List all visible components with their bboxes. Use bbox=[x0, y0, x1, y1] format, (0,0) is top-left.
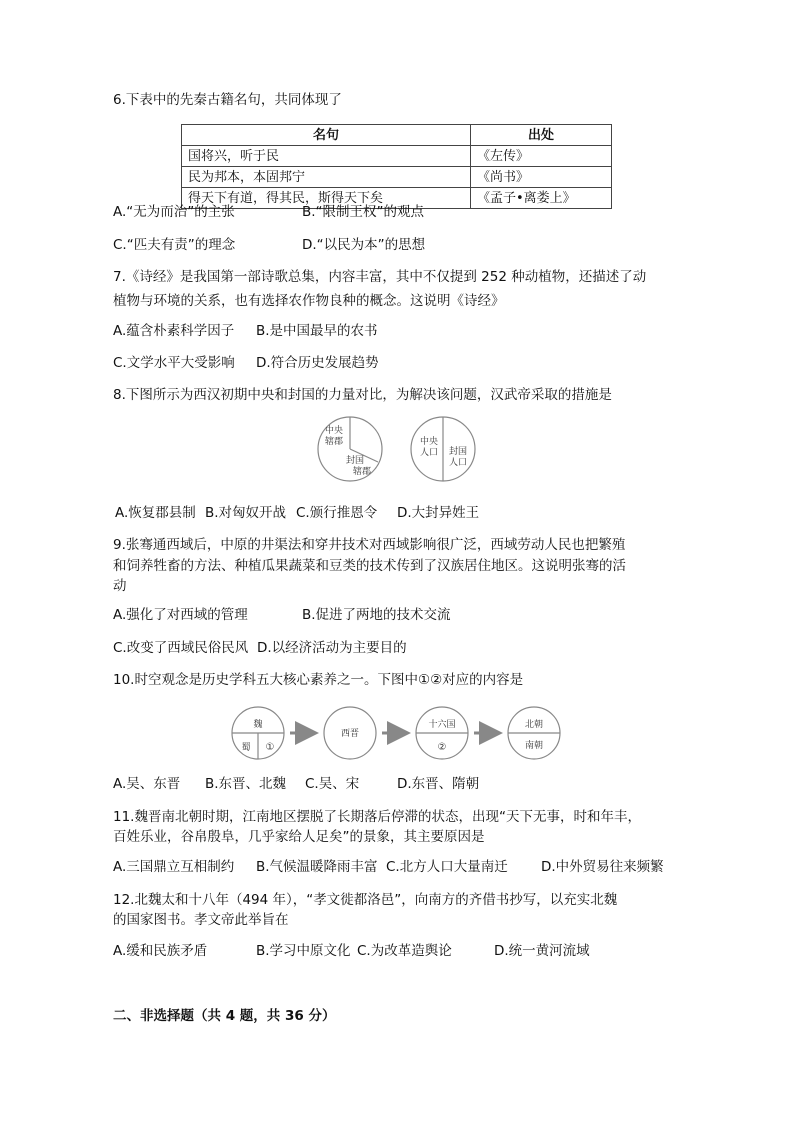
table-cell: 国将兴，听于民 bbox=[182, 146, 471, 167]
q9-option-d[interactable]: D.以经济活动为主要目的 bbox=[257, 640, 407, 656]
q9-stem-line1: 9.张骞通西域后，中原的井渠法和穿井技术对西域影响很广泛，西域劳动人民也把繁殖 bbox=[113, 537, 626, 553]
table-cell: 《左传》 bbox=[471, 146, 612, 167]
q11-option-a[interactable]: A.三国鼎立互相制约 bbox=[113, 859, 235, 875]
pie1-slice-a-label: 中央 bbox=[324, 426, 344, 436]
table-header-row bbox=[182, 125, 612, 146]
three-kingdoms-circle bbox=[232, 707, 284, 759]
q8-option-c[interactable]: C.颁行推恩令 bbox=[296, 505, 378, 521]
sixteen-kingdoms-label: 十六国 bbox=[428, 720, 456, 730]
blank-1-label: ① bbox=[265, 742, 275, 753]
q12-stem-line2: 的国家图书。孝文帝此举旨在 bbox=[113, 912, 289, 928]
table-cell: 《孟子•离娄上》 bbox=[471, 188, 612, 209]
q9-stem-line2: 和饲养牲畜的方法、种植瓜果蔬菜和豆类的技术传到了汉族居住地区。这说明张骞的活 bbox=[113, 558, 626, 574]
q10-option-b[interactable]: B.东晋、北魏 bbox=[205, 776, 287, 792]
q8-option-d[interactable]: D.大封异姓王 bbox=[397, 505, 480, 521]
q12-option-d[interactable]: D.统一黄河流域 bbox=[494, 943, 590, 959]
q6-stem: 6.下表中的先秦古籍名句，共同体现了 bbox=[113, 92, 342, 108]
table-row bbox=[182, 167, 612, 188]
q10-option-d[interactable]: D.东晋、隋朝 bbox=[397, 776, 480, 792]
wei-label: 魏 bbox=[253, 720, 263, 730]
q11-stem-line2: 百姓乐业，谷帛殷阜，几乎家给人足矣”的景象，其主要原因是 bbox=[113, 829, 485, 845]
q7-option-a[interactable]: A.蕴含朴素科学因子 bbox=[113, 323, 235, 339]
shu-label: 蜀 bbox=[241, 743, 251, 753]
q8-option-b[interactable]: B.对匈奴开战 bbox=[205, 505, 287, 521]
q12-option-c[interactable]: C.为改革造舆论 bbox=[357, 943, 452, 959]
pie2-slice-a-label: 中央 bbox=[419, 437, 439, 447]
western-jin-label: 西晋 bbox=[340, 729, 360, 739]
sixteen-kingdoms-circle bbox=[416, 707, 468, 759]
blank-2-label: ② bbox=[437, 742, 447, 753]
q11-option-b[interactable]: B.气候温暖降雨丰富 bbox=[256, 859, 378, 875]
q9-option-b[interactable]: B.促进了两地的技术交流 bbox=[302, 607, 451, 623]
section-heading: 二、非选择题（共 4 题，共 36 分） bbox=[113, 1008, 336, 1024]
q8-pie-diagram bbox=[310, 414, 485, 484]
q7-option-c[interactable]: C.文学水平大受影响 bbox=[113, 355, 235, 371]
q6-option-b[interactable]: B.“限制王权”的观点 bbox=[302, 204, 425, 220]
northern-dynasties-label: 北朝 bbox=[524, 720, 544, 730]
q6-quote-table bbox=[181, 124, 612, 209]
table-header: 名句 bbox=[182, 125, 471, 146]
pie-central-vs-fief-population bbox=[411, 417, 475, 481]
q6-option-c[interactable]: C.“匹夫有责”的理念 bbox=[113, 237, 236, 253]
q7-stem-line2: 植物与环境的关系，也有选择农作物良种的概念。这说明《诗经》 bbox=[113, 293, 505, 309]
q7-option-b[interactable]: B.是中国最早的农书 bbox=[256, 323, 378, 339]
q11-option-d[interactable]: D.中外贸易往来频繁 bbox=[541, 859, 664, 875]
northern-southern-dynasties-circle bbox=[508, 707, 560, 759]
q6-option-a[interactable]: A.“无为而治”的主张 bbox=[113, 204, 235, 220]
pie1-slice-b-label: 辖郡 bbox=[352, 467, 372, 477]
q10-option-a[interactable]: A.吴、东晋 bbox=[113, 776, 181, 792]
q8-stem: 8.下图所示为西汉初期中央和封国的力量对比，为解决该问题，汉武帝采取的措施是 bbox=[113, 387, 612, 403]
q12-stem-line1: 12.北魏太和十八年（494 年），“孝文徙都洛邑”，向南方的齐借书抄写，以充实北魏 bbox=[113, 892, 618, 908]
q8-option-a[interactable]: A.恢复郡县制 bbox=[115, 505, 196, 521]
pie2-slice-b-label: 封国 bbox=[448, 447, 468, 457]
western-jin-circle bbox=[324, 707, 376, 759]
q7-stem-line1: 7.《诗经》是我国第一部诗歌总集，内容丰富，其中不仅提到 252 种动植物，还描述了动 bbox=[113, 269, 647, 285]
table-header: 出处 bbox=[471, 125, 612, 146]
q10-dynasty-diagram bbox=[230, 703, 570, 763]
q12-option-b[interactable]: B.学习中原文化 bbox=[256, 943, 351, 959]
pie-central-vs-fief-commanderies bbox=[318, 417, 382, 481]
q10-stem: 10.时空观念是历史学科五大核心素养之一。下图中①②对应的内容是 bbox=[113, 672, 524, 688]
q11-stem-line1: 11.魏晋南北朝时期，江南地区摆脱了长期落后停滞的状态，出现“天下无事，时和年丰， bbox=[113, 809, 641, 825]
pie2-slice-b-label: 人口 bbox=[448, 458, 468, 468]
q9-option-a[interactable]: A.强化了对西域的管理 bbox=[113, 607, 248, 623]
table-cell: 民为邦本，本固邦宁 bbox=[182, 167, 471, 188]
q10-option-c[interactable]: C.吴、宋 bbox=[305, 776, 360, 792]
pie2-slice-a-label: 人口 bbox=[419, 448, 439, 458]
q12-option-a[interactable]: A.缓和民族矛盾 bbox=[113, 943, 208, 959]
q9-stem-line3: 动 bbox=[113, 578, 127, 594]
q7-option-d[interactable]: D.符合历史发展趋势 bbox=[256, 355, 379, 371]
q11-option-c[interactable]: C.北方人口大量南迁 bbox=[386, 859, 508, 875]
table-cell: 《尚书》 bbox=[471, 167, 612, 188]
table-cell: 得天下有道，得其民，斯得天下矣 bbox=[182, 188, 471, 209]
pie1-slice-b-label: 封国 bbox=[345, 456, 365, 466]
q9-option-c[interactable]: C.改变了西域民俗民风 bbox=[113, 640, 249, 656]
table-row bbox=[182, 146, 612, 167]
pie1-slice-a-label: 辖郡 bbox=[324, 437, 344, 447]
southern-dynasties-label: 南朝 bbox=[524, 741, 544, 751]
q6-option-d[interactable]: D.“以民为本”的思想 bbox=[302, 237, 426, 253]
